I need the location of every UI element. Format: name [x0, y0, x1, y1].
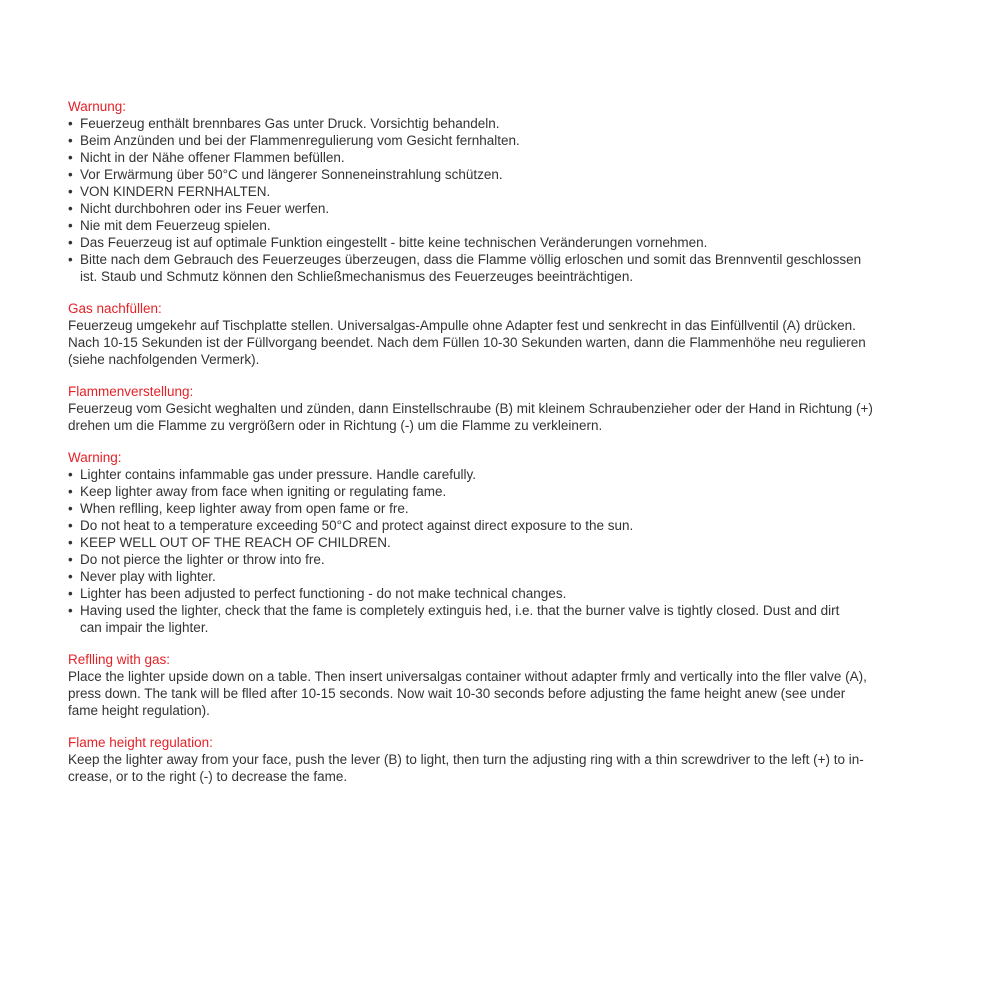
list-item [68, 132, 942, 149]
list-item-text [80, 251, 942, 285]
bullet-icon: • [68, 535, 73, 550]
paragraph-line: fame height regulation). [68, 703, 210, 718]
list-item [68, 251, 942, 285]
list-item-text: Nie mit dem Feuerzeug spielen. [80, 218, 271, 233]
list-item-text: Keep lighter away from face when igniting or regulating fame. [80, 484, 447, 499]
list-item-text: Das Feuerzeug ist auf optimale Funktion eingestellt - bitte keine technischen Veränderungen vornehmen. [80, 235, 708, 250]
list-item-text: Nicht in der Nähe offener Flammen befüllen. [80, 150, 345, 165]
list-item-text: Do not heat to a temperature exceeding 50°C and protect against direct exposure to the sun. [80, 518, 634, 533]
section-gas-nachfuellen [68, 300, 942, 368]
list-item [68, 602, 942, 636]
list-item-line: Having used the lighter, check that the fame is completely extinguis hed, i.e. that the burner valve is tightly closed. Dust and dirt [80, 603, 840, 618]
bullet-icon: • [68, 218, 73, 233]
list-item-text [80, 602, 942, 636]
section-heading-warning: Warning: [68, 450, 122, 465]
paragraph-line: press down. The tank will be flled after 10-15 seconds. Now wait 10-30 seconds before adjusting the fame height anew (see under [68, 686, 846, 701]
bullet-icon: • [68, 484, 73, 499]
list-item-text: Feuerzeug enthält brennbares Gas unter Druck. Vorsichtig behandeln. [80, 116, 500, 131]
section-heading-flame-height: Flame height regulation: [68, 735, 213, 750]
list-item [68, 149, 942, 166]
paragraph-line: (siehe nachfolgenden Vermerk). [68, 352, 260, 367]
bullet-icon: • [68, 235, 73, 250]
paragraph-line: Place the lighter upside down on a table. Then insert universalgas container without adapter frmly and vertically into the fller valve (A), [68, 669, 867, 684]
list-item [68, 500, 942, 517]
bullet-icon: • [68, 252, 73, 267]
list-item-text: Beim Anzünden und bei der Flammenregulierung vom Gesicht fernhalten. [80, 133, 520, 148]
list-item-text: Lighter has been adjusted to perfect functioning - do not make technical changes. [80, 586, 567, 601]
list-item [68, 551, 942, 568]
list-item [68, 217, 942, 234]
list-item-text: Nicht durchbohren oder ins Feuer werfen. [80, 201, 330, 216]
bullet-icon: • [68, 518, 73, 533]
list-item-text: KEEP WELL OUT OF THE REACH OF CHILDREN. [80, 535, 391, 550]
paragraph-line: drehen um die Flamme zu vergrößern oder in Richtung (-) um die Flamme zu verkleinern. [68, 418, 603, 433]
list-item [68, 183, 942, 200]
list-item [68, 466, 942, 483]
bullet-icon: • [68, 569, 73, 584]
list-item [68, 568, 942, 585]
bullet-icon: • [68, 150, 73, 165]
bullet-icon: • [68, 603, 73, 618]
paragraph-line: Nach 10-15 Sekunden ist der Füllvorgang beendet. Nach dem Füllen 10-30 Sekunden warten, dann die Flammenhöhe neu regulieren [68, 335, 866, 350]
section-warnung-de [68, 98, 942, 285]
list-item [68, 534, 942, 551]
list-item [68, 200, 942, 217]
section-flammenverstellung [68, 383, 942, 434]
section-heading-warnung: Warnung: [68, 99, 127, 114]
section-heading-gas-nachfuellen: Gas nachfüllen: [68, 301, 162, 316]
list-item-text: Do not pierce the lighter or throw into fre. [80, 552, 325, 567]
list-item [68, 166, 942, 183]
paragraph-line: Feuerzeug vom Gesicht weghalten und zünden, dann Einstellschraube (B) mit kleinem Schraubenzieher oder der Hand in Richtung (+) [68, 401, 873, 416]
list-item-text: Lighter contains infammable gas under pressure. Handle carefully. [80, 467, 476, 482]
list-item [68, 517, 942, 534]
list-item [68, 115, 942, 132]
list-item [68, 585, 942, 602]
bullet-icon: • [68, 501, 73, 516]
list-item-text: VON KINDERN FERNHALTEN. [80, 184, 271, 199]
section-heading-refilling: Reflling with gas: [68, 652, 171, 667]
bullet-icon: • [68, 133, 73, 148]
list-item-text: Never play with lighter. [80, 569, 216, 584]
list-item-line: ist. Staub und Schmutz können den Schließmechanismus des Feuerzeuges beeinträchtigen. [80, 269, 634, 284]
list-item [68, 483, 942, 500]
bullet-icon: • [68, 167, 73, 182]
bullet-icon: • [68, 201, 73, 216]
bullet-icon: • [68, 184, 73, 199]
paragraph-line: Feuerzeug umgekehr auf Tischplatte stellen. Universalgas-Ampulle ohne Adapter fest und senkrecht in das Einfüllventil (A) drücken. [68, 318, 856, 333]
section-warning-en [68, 449, 942, 636]
list-item [68, 234, 942, 251]
bullet-icon: • [68, 116, 73, 131]
section-flame-height-regulation [68, 734, 942, 785]
list-item-line: can impair the lighter. [80, 620, 209, 635]
list-item-line: Bitte nach dem Gebrauch des Feuerzeuges überzeugen, dass die Flamme völlig erloschen und somit das Brennventil geschlossen [80, 252, 862, 267]
section-heading-flammenverstellung: Flammenverstellung: [68, 384, 194, 399]
paragraph-line: crease, or to the right (-) to decrease the fame. [68, 769, 348, 784]
list-item-text: When reflling, keep lighter away from open fame or fre. [80, 501, 409, 516]
paragraph-line: Keep the lighter away from your face, push the lever (B) to light, then turn the adjusting ring with a thin screwdriver to the left (+) to in- [68, 752, 864, 767]
bullet-icon: • [68, 467, 73, 482]
section-refilling-with-gas [68, 651, 942, 719]
list-item-text: Vor Erwärmung über 50°C und längerer Sonneneinstrahlung schützen. [80, 167, 503, 182]
bullet-icon: • [68, 586, 73, 601]
bullet-icon: • [68, 552, 73, 567]
